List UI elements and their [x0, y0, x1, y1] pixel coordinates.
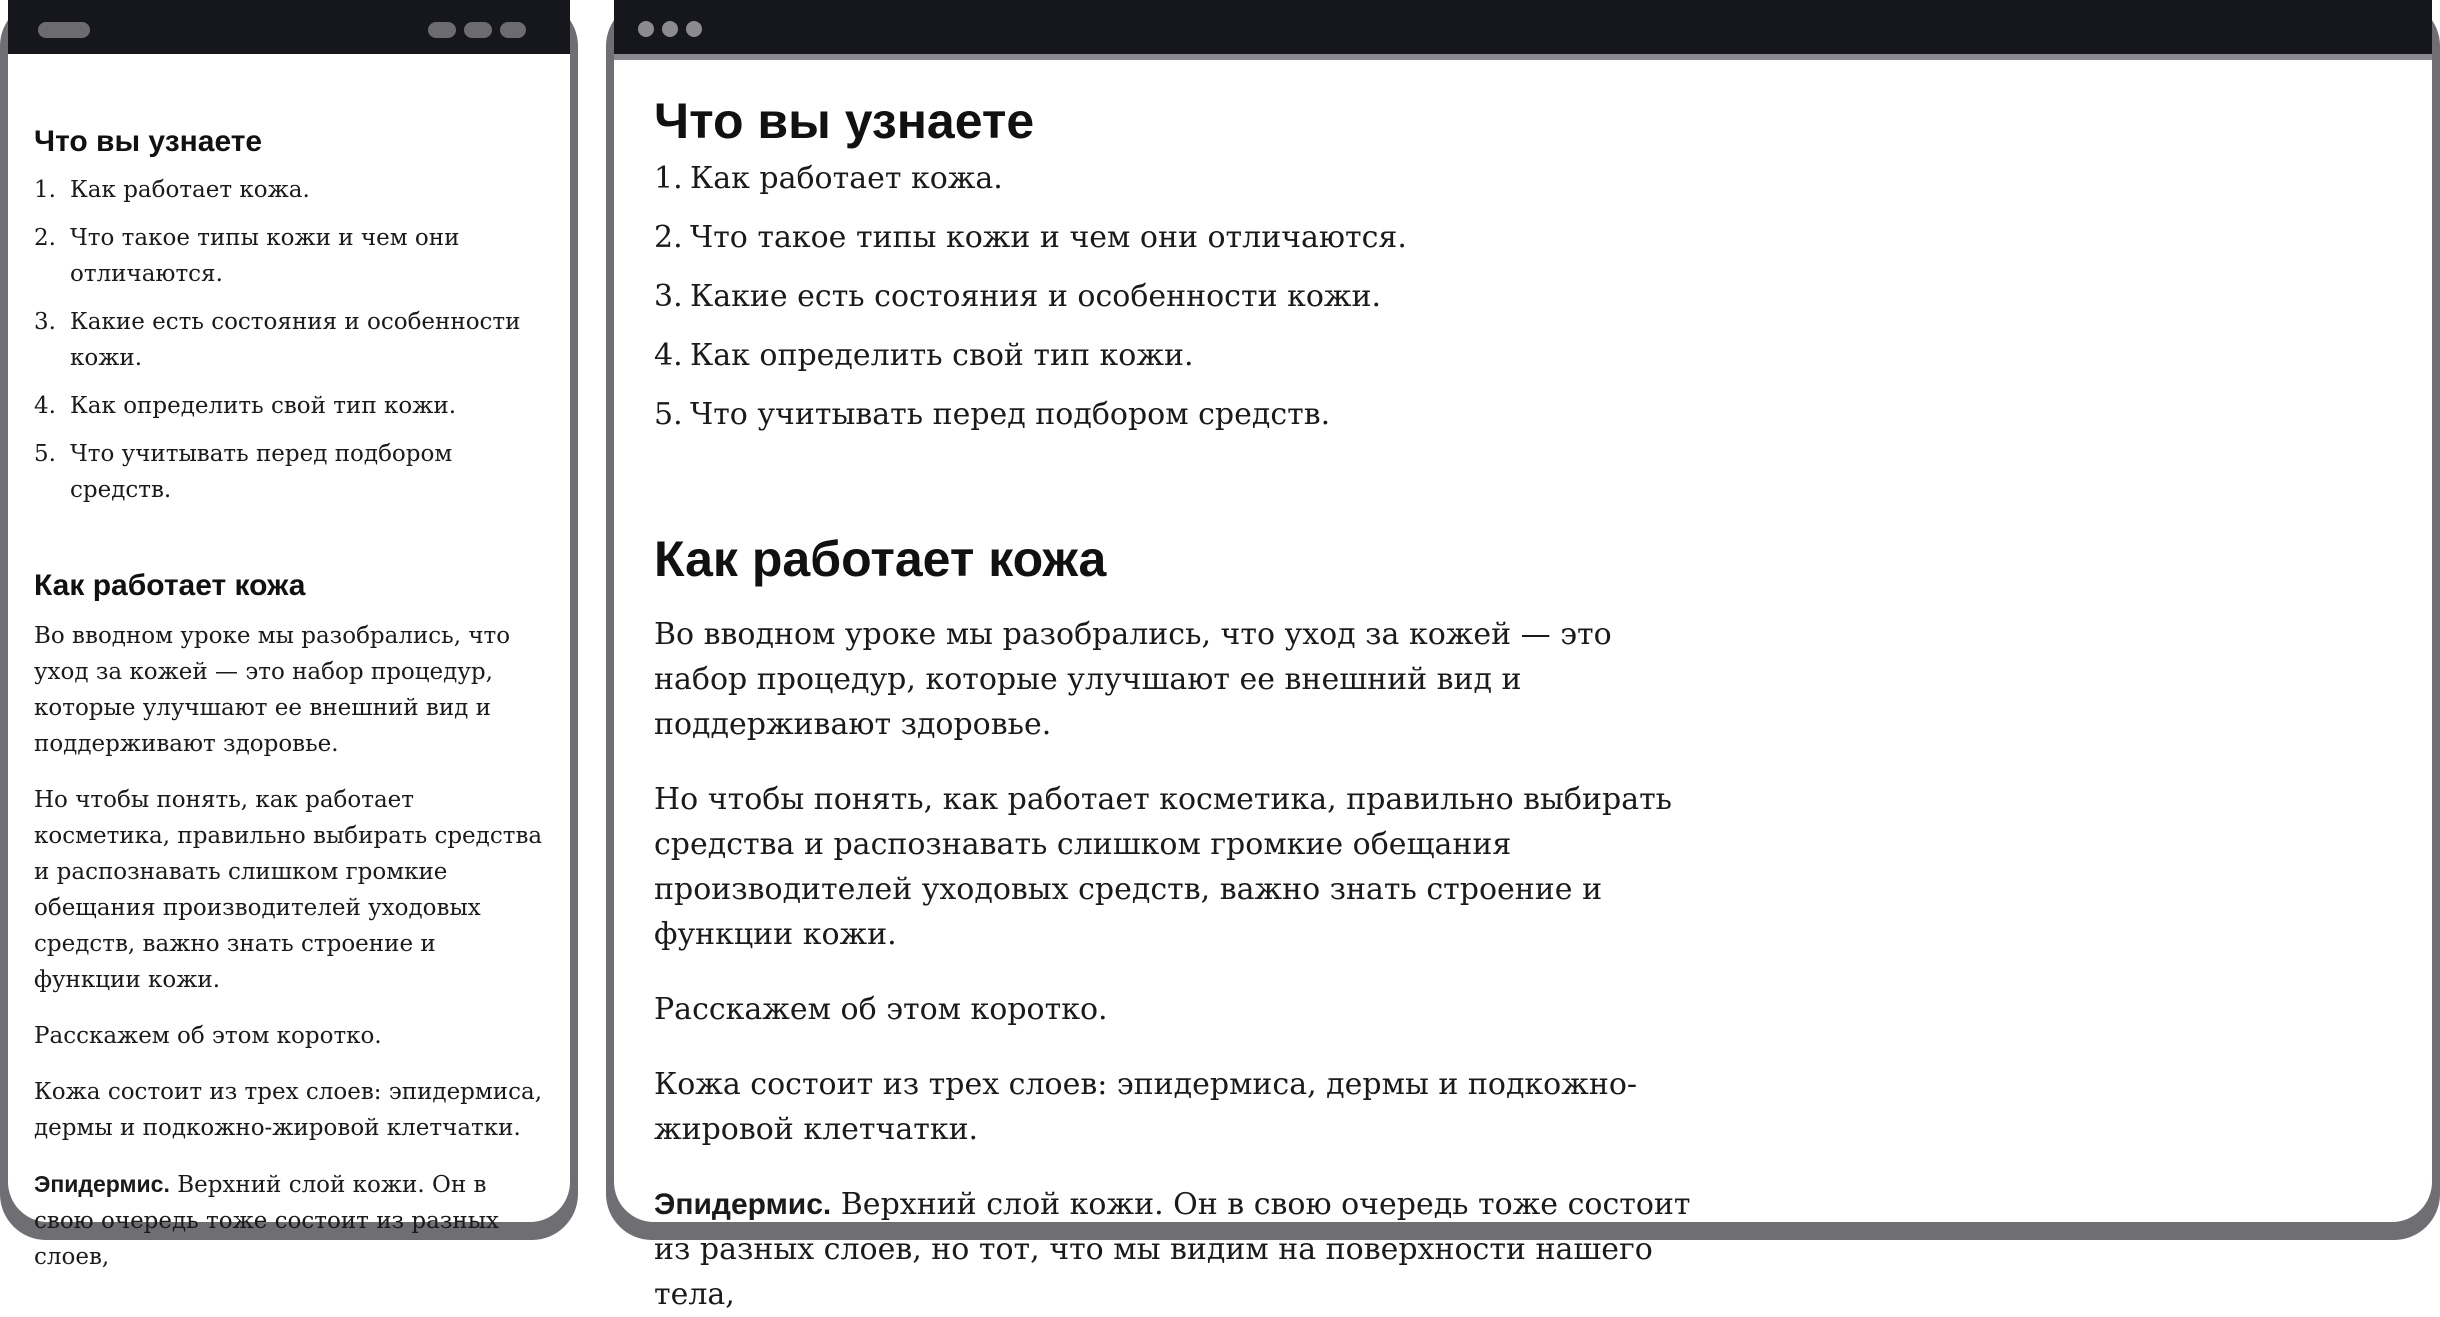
toc-item-number: 1.	[34, 177, 56, 203]
paragraph: Во вводном уроке мы разобрались, что уход за кожей — это набор процедур, которые улучшают ее внешний вид и поддерживают здоровье.	[654, 617, 1612, 742]
toc-item-number: 3.	[654, 279, 683, 314]
toc-item-text: Какие есть состояния и особенности кожи.	[690, 279, 1382, 314]
toc-list	[654, 158, 2392, 436]
toc-item	[34, 220, 544, 292]
toc-heading: Что вы узнаете	[654, 93, 1035, 149]
toc-item-number: 2.	[654, 220, 683, 255]
toc-item-text: Какие есть состояния и особенности кожи.	[70, 309, 521, 371]
article-body	[654, 612, 1714, 1317]
toc-item-text: Как работает кожа.	[690, 161, 1003, 196]
toc-item	[34, 388, 544, 424]
epidermis-text: Верхний слой кожи. Он в свою очередь тоже состоит из разных слоев, но тот, что мы видим на поверхности нашего тела,	[654, 1187, 1691, 1312]
toc-item-text: Как определить свой тип кожи.	[70, 393, 457, 419]
toc-item	[654, 335, 2392, 377]
desktop-title-bar	[614, 0, 2432, 54]
paragraph: Кожа состоит из трех слоев: эпидермиса, дермы и подкожно-жировой клетчатки.	[34, 1079, 543, 1141]
paragraph-epidermis	[654, 1182, 1714, 1317]
paragraph-epidermis	[34, 1166, 544, 1275]
toc-item	[654, 394, 2392, 436]
toc-item	[654, 276, 2392, 318]
toc-item-number: 5.	[654, 397, 683, 432]
window-control-dot	[686, 21, 702, 37]
toc-item	[34, 436, 544, 508]
paragraph: Расскажем об этом коротко.	[654, 992, 1108, 1027]
mobile-status-pill	[38, 22, 90, 38]
epidermis-term: Эпидермис.	[34, 1171, 170, 1197]
mobile-screen	[8, 0, 570, 1270]
mobile-status-indicator-2	[464, 22, 492, 38]
epidermis-term: Эпидермис.	[654, 1188, 832, 1221]
toc-item	[34, 172, 544, 208]
paragraph: Во вводном уроке мы разобрались, что уход за кожей — это набор процедур, которые улучшают ее внешний вид и поддерживают здоровье.	[34, 623, 511, 757]
desktop-window-frame	[606, 0, 2440, 1312]
toc-item-number: 4.	[654, 338, 683, 373]
paragraph: Но чтобы понять, как работает косметика, правильно выбирать средства и распознавать слишком громкие обещания производителей уходовых средств, важно знать строение и функции кожи.	[34, 787, 543, 993]
toc-item-text: Как определить свой тип кожи.	[690, 338, 1194, 373]
toc-list	[34, 172, 544, 508]
toc-item-text: Что такое типы кожи и чем они отличаются.	[690, 220, 1407, 255]
toc-item-number: 1.	[654, 161, 683, 196]
toc-item-text: Что учитывать перед подбором средств.	[70, 441, 453, 503]
toc-heading: Что вы узнаете	[34, 125, 263, 158]
window-control-dot	[638, 21, 654, 37]
mobile-device-frame	[0, 0, 578, 1270]
window-control-dot	[662, 21, 678, 37]
section-heading: Как работает кожа	[654, 531, 1107, 587]
toc-item-number: 2.	[34, 225, 56, 251]
paragraph: Но чтобы понять, как работает косметика, правильно выбирать средства и распознавать слишком громкие обещания производителей уходовых средств, важно знать строение и функции кожи.	[654, 782, 1673, 952]
section-heading: Как работает кожа	[34, 569, 306, 602]
desktop-screen	[614, 0, 2432, 1312]
toc-item-text: Как работает кожа.	[70, 177, 310, 203]
mobile-top-bar	[8, 0, 570, 54]
toc-item	[654, 158, 2392, 200]
toc-item	[654, 217, 2392, 259]
toc-item-number: 3.	[34, 309, 56, 335]
paragraph: Кожа состоит из трех слоев: эпидермиса, дермы и подкожно-жировой клетчатки.	[654, 1067, 1638, 1147]
mobile-status-indicator-3	[500, 22, 526, 38]
article-body	[34, 618, 544, 1275]
toc-item	[34, 304, 544, 376]
epidermis-text: Верхний слой кожи. Он в свою очередь тоже состоит из разных слоев,	[34, 1172, 499, 1270]
paragraph: Расскажем об этом коротко.	[34, 1023, 382, 1049]
toc-item-number: 4.	[34, 393, 56, 419]
desktop-article	[614, 60, 2432, 1312]
toc-item-text: Что учитывать перед подбором средств.	[690, 397, 1331, 432]
mobile-article	[8, 60, 570, 1270]
toc-item-number: 5.	[34, 441, 56, 467]
toc-item-text: Что такое типы кожи и чем они отличаются.	[70, 225, 460, 287]
mobile-status-indicator-1	[428, 22, 456, 38]
